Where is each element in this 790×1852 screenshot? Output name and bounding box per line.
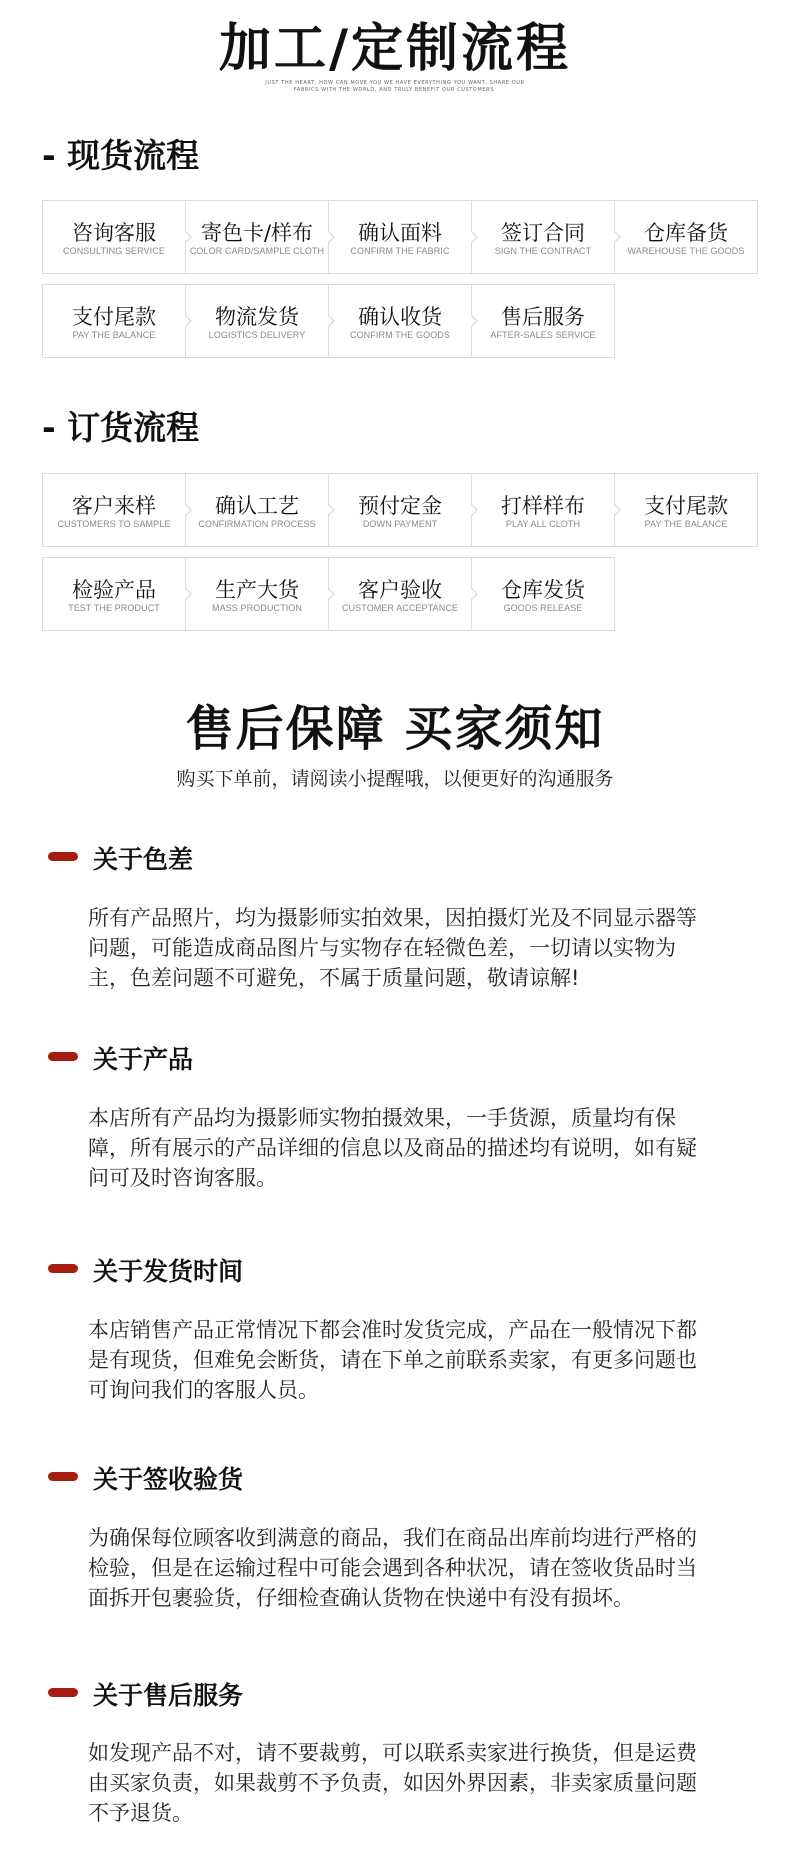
red-bar-icon <box>48 1688 78 1697</box>
step-title: 生产大货 <box>215 578 299 602</box>
notice-line: 如发现产品不对，请不要裁剪，可以联系卖家进行换货，但是运费 <box>88 1741 697 1765</box>
order-step-5 <box>614 473 758 547</box>
arrow-right-icon <box>329 588 335 600</box>
step-subtitle: SIGN THE CONTRACT <box>494 246 592 256</box>
notice-line: 所有产品照片，均为摄影师实拍效果，因拍摄灯光及不同显示器等 <box>88 906 697 930</box>
arrow-right-icon <box>186 315 192 327</box>
spot-step-6 <box>42 284 186 358</box>
notice-line: 面拆开包裹验货，仔细检查确认货物在快递中有没有损坏。 <box>88 1586 634 1610</box>
notice-line: 问题，可能造成商品图片与实物存在轻微色差，一切请以实物为 <box>88 936 676 960</box>
step-title: 支付尾款 <box>72 305 156 329</box>
step-subtitle: MASS PRODUCTION <box>211 603 302 613</box>
notice-body-product <box>88 1103 748 1193</box>
step-title: 客户来样 <box>72 494 156 518</box>
step-title: 寄色卡/样布 <box>200 221 314 245</box>
notice-line: 问可及时咨询客服。 <box>88 1166 277 1190</box>
step-title: 确认收货 <box>358 305 442 329</box>
step-subtitle: PAY THE BALANCE <box>72 330 156 340</box>
spot-step-1 <box>42 200 186 274</box>
notice-body-color-difference <box>88 903 748 993</box>
notice-line: 为确保每位顾客收到满意的商品，我们在商品出库前均进行严格的 <box>88 1526 697 1550</box>
spot-process-grid <box>42 200 762 368</box>
arrow-right-icon <box>329 504 335 516</box>
step-subtitle: TEST THE PRODUCT <box>68 603 160 613</box>
step-subtitle: PLAY ALL CLOTH <box>505 519 581 529</box>
notice-line: 由买家负责，如果裁剪不予负责，如因外界因素，非卖家质量问题 <box>88 1771 697 1795</box>
step-title: 确认面料 <box>358 221 442 245</box>
page-title: 加工/定制流程 <box>219 19 571 79</box>
notice-title: 关于产品 <box>93 1045 194 1074</box>
notice-line: 检验，但是在运输过程中可能会遇到各种状况，请在签收货品时当 <box>88 1556 697 1580</box>
arrow-right-icon <box>329 315 335 327</box>
step-title: 打样样布 <box>501 494 585 518</box>
order-step-8 <box>328 557 472 631</box>
red-bar-icon <box>48 1472 78 1481</box>
arrow-right-icon <box>472 315 478 327</box>
spot-step-4 <box>471 200 615 274</box>
step-title: 检验产品 <box>72 578 156 602</box>
step-subtitle: CUSTOMERS TO SAMPLE <box>57 519 171 529</box>
spot-step-9 <box>471 284 615 358</box>
order-step-4 <box>471 473 615 547</box>
step-title: 物流发货 <box>215 305 299 329</box>
step-title: 售后服务 <box>501 305 585 329</box>
step-subtitle: CONFIRM THE FABRIC <box>350 246 450 256</box>
step-subtitle: AFTER-SALES SERVICE <box>490 330 596 340</box>
arrow-right-icon <box>615 504 621 516</box>
step-subtitle: PAY THE BALANCE <box>644 519 728 529</box>
spot-row-2 <box>42 284 762 358</box>
step-subtitle: WAREHOUSE THE GOODS <box>627 246 745 256</box>
step-subtitle: LOGISTICS DELIVERY <box>208 330 306 340</box>
notice-body-inspection <box>88 1523 748 1613</box>
step-subtitle: CUSTOMER ACCEPTANCE <box>341 603 459 613</box>
guarantee-title: 售后保障 买家须知 <box>185 701 605 757</box>
notice-line: 主，色差问题不可避免，不属于质量问题，敬请谅解! <box>88 966 580 990</box>
step-subtitle: DOWN PAYMENT <box>362 519 438 529</box>
spot-step-8 <box>328 284 472 358</box>
order-process-heading: - 订货流程 <box>42 408 200 447</box>
arrow-right-icon <box>186 504 192 516</box>
arrow-right-icon <box>472 231 478 243</box>
step-subtitle: CONSULTING SERVICE <box>63 246 165 256</box>
step-subtitle: CONFIRM THE GOODS <box>349 330 451 340</box>
arrow-right-icon <box>615 231 621 243</box>
notice-title: 关于色差 <box>93 845 194 874</box>
red-bar-icon <box>48 1052 78 1061</box>
spot-step-5 <box>614 200 758 274</box>
arrow-right-icon <box>472 504 478 516</box>
step-title: 预付定金 <box>358 494 442 518</box>
order-step-7 <box>185 557 329 631</box>
step-subtitle: GOODS RELEASE <box>503 603 583 613</box>
step-title: 仓库发货 <box>501 578 585 602</box>
notice-line: 可询问我们的客服人员。 <box>88 1378 319 1402</box>
page-subtitle-line-2: FABRICS WITH THE WORLD, AND TRULY BENEFIT OUR CUSTOMERS. <box>293 87 497 93</box>
spot-step-3 <box>328 200 472 274</box>
order-process-grid <box>42 473 762 641</box>
step-title: 确认工艺 <box>215 494 299 518</box>
order-row-1 <box>42 473 762 547</box>
red-bar-icon <box>48 1264 78 1273</box>
spot-step-7 <box>185 284 329 358</box>
notice-line: 本店销售产品正常情况下都会准时发货完成，产品在一般情况下都 <box>88 1318 697 1342</box>
order-step-3 <box>328 473 472 547</box>
order-step-9 <box>471 557 615 631</box>
notice-title: 关于签收验货 <box>93 1465 244 1494</box>
arrow-right-icon <box>186 231 192 243</box>
notice-body-shipping-time <box>88 1315 748 1405</box>
step-subtitle: CONFIRMATION PROCESS <box>198 519 316 529</box>
notice-body-after-sales <box>88 1738 748 1828</box>
order-row-2 <box>42 557 762 631</box>
notice-title: 关于发货时间 <box>93 1257 244 1286</box>
spot-process-heading: - 现货流程 <box>42 136 200 175</box>
notice-line: 本店所有产品均为摄影师实物拍摄效果，一手货源，质量均有保 <box>88 1106 676 1130</box>
step-title: 仓库备货 <box>644 221 728 245</box>
arrow-right-icon <box>329 231 335 243</box>
red-bar-icon <box>48 852 78 861</box>
page-subtitle <box>0 80 790 94</box>
step-subtitle: COLOR CARD/SAMPLE CLOTH <box>189 246 325 256</box>
step-title: 签订合同 <box>501 221 585 245</box>
spot-step-2 <box>185 200 329 274</box>
notice-line: 不予退货。 <box>88 1801 193 1825</box>
step-title: 咨询客服 <box>72 221 156 245</box>
spot-row-1 <box>42 200 762 274</box>
arrow-right-icon <box>186 588 192 600</box>
step-title: 客户验收 <box>358 578 442 602</box>
step-title: 支付尾款 <box>644 494 728 518</box>
arrow-right-icon <box>472 588 478 600</box>
order-step-1 <box>42 473 186 547</box>
notice-line: 是有现货，但难免会断货，请在下单之前联系卖家，有更多问题也 <box>88 1348 697 1372</box>
order-step-2 <box>185 473 329 547</box>
page-subtitle-line-1: JUST THE HEART, HOW CAN MOVE YOU WE HAVE EVERYTHING YOU WANT, SHARE OUR <box>265 80 525 86</box>
notice-title: 关于售后服务 <box>93 1681 244 1710</box>
order-step-6 <box>42 557 186 631</box>
guarantee-subtitle: 购买下单前，请阅读小提醒哦，以便更好的沟通服务 <box>176 768 614 790</box>
notice-line: 障，所有展示的产品详细的信息以及商品的描述均有说明，如有疑 <box>88 1136 697 1160</box>
